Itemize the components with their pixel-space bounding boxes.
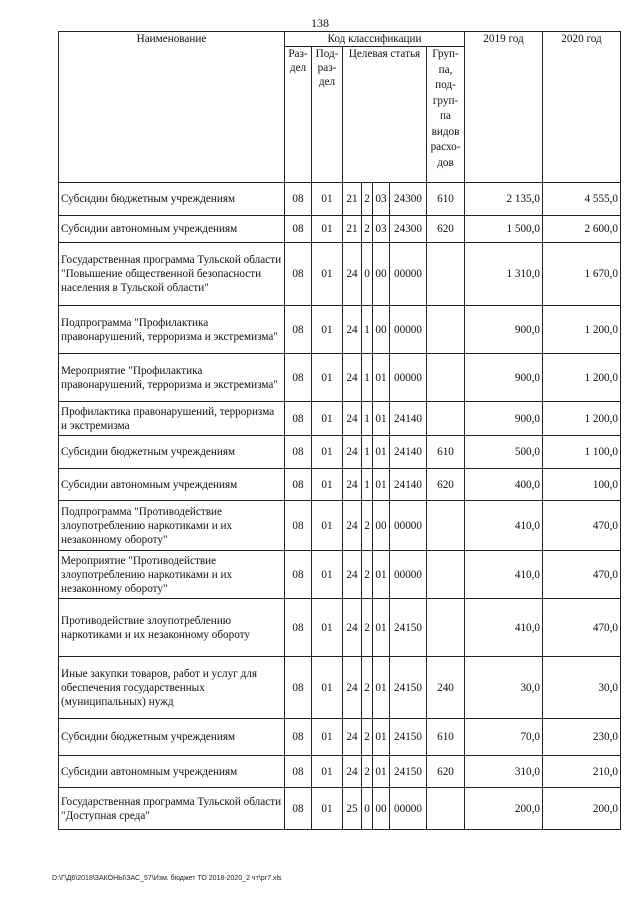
row-podrazdel: 01: [312, 216, 343, 243]
row-expense-type: [427, 551, 465, 599]
row-value-2019: 410,0: [465, 599, 543, 657]
row-target-event: 00: [373, 501, 390, 551]
row-value-2020: 1 200,0: [543, 306, 621, 354]
row-target-subprogram: 1: [362, 436, 373, 469]
row-razdel: 08: [285, 183, 312, 216]
row-razdel: 08: [285, 306, 312, 354]
row-name: Подпрограмма "Профилактика правонарушений, терроризма и экстремизма": [59, 306, 285, 354]
row-razdel: 08: [285, 657, 312, 719]
row-target-direction: 00000: [390, 501, 427, 551]
row-target-direction: 24150: [390, 657, 427, 719]
header-podrazdel-line: Под-: [315, 48, 339, 60]
row-podrazdel: 01: [312, 756, 343, 788]
row-name: Профилактика правонарушений, терроризма и экстремизма: [59, 402, 285, 436]
row-value-2020: 4 555,0: [543, 183, 621, 216]
header-group-line: дов: [437, 156, 454, 169]
row-razdel: 08: [285, 469, 312, 501]
row-target-subprogram: 1: [362, 354, 373, 402]
row-value-2019: 900,0: [465, 402, 543, 436]
header-podrazdel: [312, 47, 343, 183]
row-name: Противодействие злоупотреблению наркотиками и их незаконному обороту: [59, 599, 285, 657]
table-row: [59, 719, 621, 756]
file-path-footer: D:\Г\Д6\2018\ЗАКОНЫ\ЗАС_57\Изм. бюджет ТО 2018-2020_2 чт\рг7.xls: [52, 875, 282, 882]
row-name: Иные закупки товаров, работ и услуг для обеспечения государственных (муниципальных) нужд: [59, 657, 285, 719]
row-target-direction: 24300: [390, 183, 427, 216]
row-target-subprogram: 1: [362, 469, 373, 501]
header-target: Целевая статья: [343, 47, 427, 183]
row-expense-type: 620: [427, 756, 465, 788]
row-target-subprogram: 2: [362, 756, 373, 788]
table-row: [59, 183, 621, 216]
row-target-subprogram: 2: [362, 216, 373, 243]
row-name: Субсидии автономным учреждениям: [59, 756, 285, 788]
row-value-2019: 30,0: [465, 657, 543, 719]
row-value-2019: 70,0: [465, 719, 543, 756]
row-target-program: 24: [343, 657, 362, 719]
row-expense-type: [427, 306, 465, 354]
row-target-program: 24: [343, 599, 362, 657]
header-classification: Код классификации: [285, 32, 465, 47]
row-target-subprogram: 2: [362, 183, 373, 216]
row-target-event: 01: [373, 719, 390, 756]
row-name: Мероприятие "Противодействие злоупотреблению наркотиками и их незаконному обороту": [59, 551, 285, 599]
row-podrazdel: 01: [312, 469, 343, 501]
header-2020: 2020 год: [543, 32, 621, 183]
row-value-2019: 1 310,0: [465, 243, 543, 306]
row-value-2020: 2 600,0: [543, 216, 621, 243]
row-value-2020: 470,0: [543, 599, 621, 657]
row-target-subprogram: 2: [362, 501, 373, 551]
row-value-2019: 2 135,0: [465, 183, 543, 216]
row-razdel: 08: [285, 719, 312, 756]
row-target-program: 24: [343, 551, 362, 599]
row-podrazdel: 01: [312, 599, 343, 657]
header-group-line: па,: [438, 63, 453, 76]
header-group-line: груп-: [432, 94, 459, 107]
row-value-2020: 1 200,0: [543, 354, 621, 402]
row-razdel: 08: [285, 243, 312, 306]
row-name: Субсидии автономным учреждениям: [59, 469, 285, 501]
row-podrazdel: 01: [312, 306, 343, 354]
row-value-2020: 100,0: [543, 469, 621, 501]
row-value-2019: 900,0: [465, 354, 543, 402]
row-target-event: 01: [373, 436, 390, 469]
row-razdel: 08: [285, 756, 312, 788]
row-target-program: 24: [343, 306, 362, 354]
row-target-program: 24: [343, 354, 362, 402]
row-target-program: 25: [343, 788, 362, 830]
row-target-event: 00: [373, 306, 390, 354]
row-target-program: 24: [343, 756, 362, 788]
row-target-event: 00: [373, 243, 390, 306]
row-target-program: 24: [343, 501, 362, 551]
row-name: Подпрограмма "Противодействие злоупотреблению наркотиками и их незаконному обороту": [59, 501, 285, 551]
row-podrazdel: 01: [312, 719, 343, 756]
row-target-direction: 00000: [390, 551, 427, 599]
row-value-2019: 200,0: [465, 788, 543, 830]
row-value-2020: 1 100,0: [543, 436, 621, 469]
row-target-program: 21: [343, 216, 362, 243]
row-expense-type: 620: [427, 469, 465, 501]
row-target-subprogram: 1: [362, 306, 373, 354]
table-row: [59, 306, 621, 354]
header-group-line: Груп-: [432, 48, 459, 60]
table-row: [59, 436, 621, 469]
row-value-2020: 210,0: [543, 756, 621, 788]
row-target-subprogram: 2: [362, 719, 373, 756]
table-row: [59, 354, 621, 402]
row-razdel: 08: [285, 436, 312, 469]
row-target-event: 03: [373, 183, 390, 216]
row-target-event: 01: [373, 657, 390, 719]
row-target-direction: 24140: [390, 402, 427, 436]
row-target-direction: 24150: [390, 599, 427, 657]
table-row: [59, 469, 621, 501]
row-target-event: 00: [373, 788, 390, 830]
row-target-direction: 24150: [390, 719, 427, 756]
header-razdel: [285, 47, 312, 183]
row-target-subprogram: 0: [362, 243, 373, 306]
row-value-2020: 470,0: [543, 551, 621, 599]
row-name: Субсидии бюджетным учреждениям: [59, 719, 285, 756]
table-row: [59, 501, 621, 551]
row-razdel: 08: [285, 599, 312, 657]
row-podrazdel: 01: [312, 501, 343, 551]
row-expense-type: [427, 354, 465, 402]
row-value-2020: 470,0: [543, 501, 621, 551]
row-target-event: 01: [373, 354, 390, 402]
header-name: Наименование: [59, 32, 285, 183]
row-target-event: 01: [373, 756, 390, 788]
row-razdel: 08: [285, 501, 312, 551]
header-group-line: расхо-: [430, 141, 461, 153]
row-target-event: 01: [373, 551, 390, 599]
row-expense-type: 240: [427, 657, 465, 719]
row-target-direction: 24140: [390, 469, 427, 501]
row-target-subprogram: 1: [362, 402, 373, 436]
row-name: Субсидии автономным учреждениям: [59, 216, 285, 243]
budget-table: [58, 31, 621, 830]
header-razdel-line: дел: [289, 62, 307, 74]
row-razdel: 08: [285, 788, 312, 830]
row-expense-type: [427, 243, 465, 306]
row-name: Субсидии бюджетным учреждениям: [59, 436, 285, 469]
row-target-subprogram: 2: [362, 599, 373, 657]
row-razdel: 08: [285, 402, 312, 436]
row-target-event: 03: [373, 216, 390, 243]
row-target-program: 21: [343, 183, 362, 216]
row-razdel: 08: [285, 216, 312, 243]
table-header: [59, 32, 621, 183]
header-group-line: видов: [431, 125, 460, 138]
row-value-2020: 230,0: [543, 719, 621, 756]
row-expense-type: 610: [427, 436, 465, 469]
row-target-subprogram: 2: [362, 657, 373, 719]
table-row: [59, 756, 621, 788]
row-expense-type: [427, 402, 465, 436]
row-name: Мероприятие "Профилактика правонарушений, терроризма и экстремизма": [59, 354, 285, 402]
row-value-2019: 1 500,0: [465, 216, 543, 243]
table-row: [59, 402, 621, 436]
header-podrazdel-line: дел: [318, 76, 336, 88]
row-target-direction: 00000: [390, 788, 427, 830]
row-expense-type: [427, 599, 465, 657]
row-value-2020: 200,0: [543, 788, 621, 830]
row-razdel: 08: [285, 354, 312, 402]
row-razdel: 08: [285, 551, 312, 599]
row-target-event: 01: [373, 599, 390, 657]
row-podrazdel: 01: [312, 354, 343, 402]
row-target-event: 01: [373, 402, 390, 436]
row-podrazdel: 01: [312, 402, 343, 436]
row-podrazdel: 01: [312, 436, 343, 469]
row-expense-type: [427, 788, 465, 830]
table-body: [59, 183, 621, 830]
row-podrazdel: 01: [312, 183, 343, 216]
header-2019: 2019 год: [465, 32, 543, 183]
row-name: Субсидии бюджетным учреждениям: [59, 183, 285, 216]
row-target-direction: 24140: [390, 436, 427, 469]
row-name: Государственная программа Тульской области "Доступная среда": [59, 788, 285, 830]
table-row: [59, 657, 621, 719]
row-target-direction: 00000: [390, 354, 427, 402]
row-target-program: 24: [343, 469, 362, 501]
row-target-program: 24: [343, 402, 362, 436]
header-group-line: па: [440, 110, 451, 122]
row-target-direction: 24300: [390, 216, 427, 243]
row-podrazdel: 01: [312, 551, 343, 599]
row-expense-type: 620: [427, 216, 465, 243]
row-target-direction: 24150: [390, 756, 427, 788]
row-value-2019: 400,0: [465, 469, 543, 501]
header-group: [427, 47, 465, 183]
header-podrazdel-line: раз-: [317, 62, 337, 74]
row-value-2019: 410,0: [465, 501, 543, 551]
row-podrazdel: 01: [312, 657, 343, 719]
row-target-event: 01: [373, 469, 390, 501]
row-value-2020: 30,0: [543, 657, 621, 719]
row-target-program: 24: [343, 243, 362, 306]
table-row: [59, 599, 621, 657]
row-podrazdel: 01: [312, 243, 343, 306]
row-expense-type: [427, 501, 465, 551]
row-target-direction: 00000: [390, 306, 427, 354]
row-target-subprogram: 0: [362, 788, 373, 830]
table-row: [59, 551, 621, 599]
row-value-2019: 410,0: [465, 551, 543, 599]
row-target-subprogram: 2: [362, 551, 373, 599]
row-value-2019: 500,0: [465, 436, 543, 469]
row-value-2020: 1 670,0: [543, 243, 621, 306]
row-value-2019: 310,0: [465, 756, 543, 788]
row-name: Государственная программа Тульской области "Повышение общественной безопасности населения в Тульской области": [59, 243, 285, 306]
table-row: [59, 788, 621, 830]
row-expense-type: 610: [427, 719, 465, 756]
page-number: 138: [311, 16, 329, 30]
row-value-2020: 1 200,0: [543, 402, 621, 436]
row-target-direction: 00000: [390, 243, 427, 306]
row-podrazdel: 01: [312, 788, 343, 830]
header-group-line: под-: [435, 79, 456, 91]
table-row: [59, 243, 621, 306]
row-target-program: 24: [343, 436, 362, 469]
table-row: [59, 216, 621, 243]
row-expense-type: 610: [427, 183, 465, 216]
row-target-program: 24: [343, 719, 362, 756]
row-value-2019: 900,0: [465, 306, 543, 354]
header-razdel-line: Раз-: [288, 48, 308, 60]
